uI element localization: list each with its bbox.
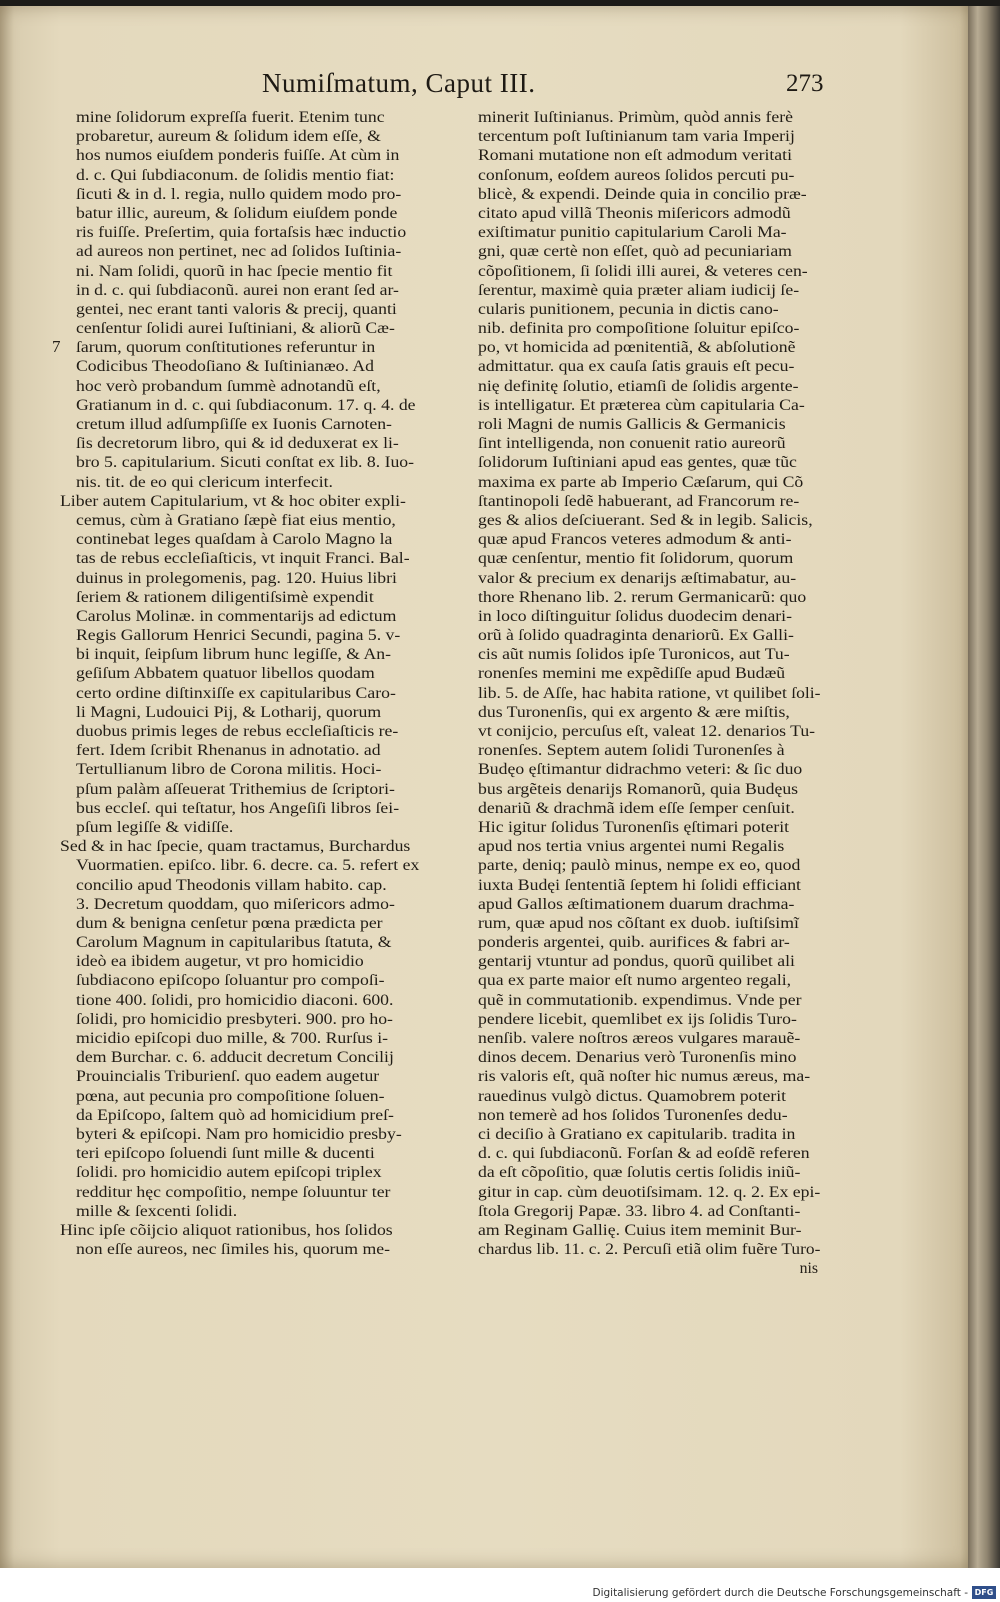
text-line: pſum palàm aſſeuerat Trithemius de ſcriptori- <box>76 780 395 798</box>
text-line: ni. Nam ſolidi, quorũ in hac ſpecie mentio fit <box>76 262 393 280</box>
text-line: ſolidi, pro homicidio presbyteri. 900. pro ho- <box>76 1010 393 1028</box>
text-line: ſis decretorum libro, qui & id deduxerat ex li- <box>76 435 399 453</box>
text-line: gentei, nec erant tanti valoris & precij, quanti <box>76 300 397 318</box>
text-line: nenſib. valere noſtros æreos vulgares marauẽ- <box>478 1030 801 1047</box>
text-line: dem Burchar. c. 6. adducit decretum Concilij <box>76 1049 394 1067</box>
dfg-logo-icon: DFG <box>972 1586 996 1599</box>
text-line: continebat leges quaſdam à Carolo Magno la <box>76 531 393 549</box>
text-line: da Epiſcopo, ſaltem quò ad homicidium preſ- <box>76 1106 394 1124</box>
text-line: ſolidi. pro homicidio autem epiſcopi triplex <box>76 1164 382 1182</box>
text-line: ges & alios deſciuerant. Sed & in legib. Salicis, <box>478 511 813 529</box>
text-line: ideò ea ibidem augetur, vt pro homicidio <box>76 953 364 971</box>
page-edge <box>968 6 1000 1568</box>
text-line: in d. c. qui ſubdiaconũ. aurei non erant ſed ar- <box>76 281 399 299</box>
text-line: gentarij vtuntur ad pondus, quorũ quilibet ali <box>478 953 795 971</box>
text-line: am Reginam Gallię. Cuius item meminit Bur- <box>478 1221 802 1239</box>
text-line: pœna, aut pecunia pro compoſitione ſoluen- <box>76 1087 385 1105</box>
text-line: maxima ex parte ab Imperio Cæſarum, qui Cõ <box>478 473 804 491</box>
text-line: blicè, & expendi. Deinde quia in concilio præ- <box>478 185 807 203</box>
text-line: geſiſum Abbatem quatuor libellos quodam <box>76 665 375 683</box>
text-line: parte, deniq; paulò minus, nempe ex eo, quod <box>478 857 801 875</box>
text-line: po, vt homicida ad pœnitentiã, & abſolutionẽ <box>478 339 796 357</box>
text-line: redditur hęc compoſitio, nempe ſoluuntur ter <box>76 1183 391 1201</box>
text-line: ſubdiacono epiſcopo ſoluantur pro compoſi- <box>76 972 385 990</box>
text-line: mine ſolidorum expreſſa fuerit. Etenim tunc <box>76 109 385 126</box>
text-line: tas de rebus eccleſiaſticis, vt inquit Franci. Bal- <box>76 550 410 568</box>
book-page <box>0 6 975 1568</box>
text-line: certo ordine diſtinxiſſe ex capitularibus Caro- <box>76 684 396 702</box>
text-line: quæ apud Francos veteres admodum & anti- <box>478 531 792 549</box>
text-line: 3. Decretum quoddam, quo miſericors admo- <box>76 895 395 913</box>
text-line: pendere licebit, quemlibet ex ijs ſolidis Turo- <box>478 1010 797 1028</box>
text-line: dus Turonenſis, qui ex argento & ære miſtis, <box>478 703 790 721</box>
text-line: qua ex parte maior eſt numo argenteo regali, <box>478 972 792 990</box>
text-line: bi inquit, ſeipſum librum hunc legiſſe, & An- <box>76 646 391 664</box>
text-line: Codicibus Theodoſiano & Iuſtinianæo. Ad <box>76 358 374 376</box>
text-line: duobus primis leges de rebus eccleſiaſticis re- <box>76 723 399 740</box>
text-line: non temerè ad hos ſolidos Turonenſes dedu- <box>478 1106 788 1124</box>
text-line: duinus in prolegomenis, pag. 120. Huius libri <box>76 569 397 587</box>
text-line: Romani mutatione non eſt admodum veritati <box>478 147 792 165</box>
text-line: ris fuiſſe. Preſertim, quia fortaſsis hæc inductio <box>76 224 407 242</box>
page-number: 273 <box>786 70 824 97</box>
catchword: nis <box>799 1260 818 1278</box>
text-line: exiſtimatur punitio capitularium Caroli Ma- <box>478 224 787 242</box>
text-line: ronenſes memini me expẽdiſſe apud Budæũ <box>478 665 786 683</box>
text-line: Prouincialis Triburienſ. quo eadem augetur <box>76 1068 380 1086</box>
text-line: ſeriem & rationem diligentiſsimè expendit <box>76 588 374 606</box>
text-line: Regis Gallorum Henrici Secundi, pagina 5. v- <box>76 627 401 645</box>
left-text-column <box>60 108 435 1259</box>
text-line: Vuormatien. epiſco. libr. 6. decre. ca. 5. refert ex <box>76 857 420 875</box>
text-line: tione 400. ſolidi, pro homicidio diaconi. 600. <box>76 991 394 1009</box>
text-line: bus eccleſ. qui teſtatur, hos Angeſiſi libros ſei- <box>76 799 400 817</box>
text-line: conſonum, eoſdem aureos ſolidos percuti pu- <box>478 166 795 184</box>
text-line: fert. Idem ſcribit Rhenanus in adnotatio. ad <box>76 742 381 760</box>
text-line: vt conijcio, percuſus eſt, valeat 12. denarios Tu- <box>478 723 816 740</box>
text-line: bus argẽteis denarijs Romanorũ, quia Budęus <box>478 780 799 798</box>
text-line: dum & benigna cenſetur pœna prædicta per <box>76 914 383 932</box>
text-line: quẽ in commutationib. expendimus. Vnde per <box>478 991 802 1009</box>
running-title: Numiſmatum, Caput III. <box>262 68 536 98</box>
text-line: ſerentur, maximè quia præter aliam iudicij ſe- <box>478 281 800 299</box>
text-line: dinos decem. Denarius verò Turonenſis mino <box>478 1049 797 1067</box>
text-line: nię definitę ſolutio, etiamſi de ſolidis argente- <box>478 377 799 395</box>
text-line: Gratianum in d. c. qui ſubdiaconum. 17. q. 4. de <box>76 396 416 414</box>
text-line: byteri & epiſcopi. Nam pro homicidio presby- <box>76 1125 402 1143</box>
text-line: cemus, cùm à Gratiano ſæpè fiat eius mentio, <box>76 511 396 529</box>
text-line: roli Magni de numis Gallicis & Germanicis <box>478 416 786 433</box>
text-line: thore Rhenano lib. 2. rerum Germanicarũ: quo <box>478 588 807 606</box>
text-line: Carolus Molinæ. in commentarijs ad edictum <box>76 607 397 625</box>
text-line: hos numos eiuſdem ponderis fuiſſe. At cùm in <box>76 147 400 165</box>
text-line: non eſſe aureos, nec ſimiles his, quorum me- <box>76 1241 390 1259</box>
text-line: apud Gallos æſtimationem duarum drachma- <box>478 895 795 913</box>
text-line: in loco diſtinguitur ſolidus duodecim denari- <box>478 607 793 625</box>
text-line: hoc verò probandum ſummè adnotandũ eſt, <box>76 377 381 395</box>
text-line: Carolum Magnum in capitularibus ſtatuta, & <box>76 934 392 952</box>
text-line: cenſentur ſolidi aurei Iuſtiniani, & aliorũ Cæ- <box>76 320 395 338</box>
page-header <box>0 68 975 108</box>
text-line: iuxta Budęi ſententiã ſeptem hi ſolidi efficiant <box>478 876 801 894</box>
text-line: concilio apud Theodonis villam habito. cap. <box>76 876 387 894</box>
text-line: denariũ & drachmã idem eſſe ſemper cenſuit. <box>478 799 795 817</box>
text-line: micidio epiſcopi duo mille, & 700. Rurſus i- <box>76 1030 389 1047</box>
text-line: ronenſes. Septem autem ſolidi Turonenſes à <box>478 742 785 760</box>
right-text-column <box>462 108 820 1278</box>
text-line: nib. definita pro compoſitione ſoluitur epiſco- <box>478 320 800 338</box>
text-line: chardus lib. 11. c. 2. Percuſi etiã olim fuẽre Turo- <box>478 1241 820 1259</box>
text-line: is intelligatur. Et præterea cùm capitularia Ca- <box>478 396 805 414</box>
text-line: cis aũt numis ſolidos ipſe Turonicos, aut Tu- <box>478 646 790 664</box>
text-line: d. c. Qui ſubdiaconum. de ſolidis mentio fiat: <box>76 166 395 184</box>
text-line: probaretur, aureum & ſolidum idem eſſe, & <box>76 128 381 146</box>
text-line: cretum illud adſumpſiſſe ex Iuonis Carnoten- <box>76 416 392 433</box>
text-line: d. c. qui ſubdiaconũ. Forſan & ad eoſdẽ referen <box>478 1145 810 1163</box>
text-line: ſarum, quorum conſtitutiones referuntur in <box>76 339 376 357</box>
text-line: gni, quæ certè non eſſet, quò ad pecuniariam <box>478 243 792 261</box>
text-line: li Magni, Ludouici Pij, & Lotharij, quorum <box>76 703 382 721</box>
text-line: valor & precium ex denarijs æſtimabatur, au- <box>478 569 797 587</box>
footer-credit: Digitalisierung gefördert durch die Deutsche Forschungsgemeinschaft - <box>592 1587 968 1599</box>
text-line: quæ cenſentur, mentio fit ſolidorum, quorum <box>478 550 794 568</box>
text-line: ponderis argentei, quib. aurifices & fabri ar- <box>478 934 790 952</box>
text-line: nis. tit. de eo qui clericum interfecit. <box>76 473 333 491</box>
text-line: cularis punitionem, pecunia in dictis cano- <box>478 300 779 318</box>
digitization-footer <box>0 1568 1000 1602</box>
text-line: Sed & in hac ſpecie, quam tractamus, Burchardus <box>60 838 411 856</box>
text-line: da eſt cõpoſitio, quæ ſolutis certis ſolidis iniũ- <box>478 1164 801 1182</box>
text-line: gitur in cap. cùm deuotiſsimam. 12. q. 2. Ex epi- <box>478 1183 820 1201</box>
text-line: teri epiſcopo ſoluendi ſunt mille & ducenti <box>76 1145 375 1163</box>
text-line: citato apud villã Theonis miſericors admodũ <box>478 204 791 222</box>
marginal-note: 7 <box>52 337 61 356</box>
text-line: Hic igitur ſolidus Turonenſis ęſtimari poterit <box>478 818 790 836</box>
text-line: rum, quæ apud nos cõſtant ex duob. iuſtiſsimĩ <box>478 914 799 932</box>
text-line: lib. 5. de Aſſe, hac habita ratione, vt quilibet ſoli- <box>478 684 820 702</box>
text-line: ris valoris eſt, quã noſter hic numus æreus, ma- <box>478 1068 811 1086</box>
text-line: mille & ſexcenti ſolidi. <box>76 1202 238 1220</box>
text-line: ſint intelligenda, non conuenit ratio aureorũ <box>478 435 786 453</box>
text-line: batur illic, aureum, & ſolidum eiuſdem ponde <box>76 204 398 222</box>
text-line: admittatur. qua ex cauſa ſatis grauis eſt pecu- <box>478 358 795 376</box>
text-line: ad aureos non pertinet, nec ad ſolidos Iuſtinia- <box>76 243 402 261</box>
text-line: ſtola Gregorij Papæ. 33. libro 4. ad Conſtanti- <box>478 1202 801 1220</box>
text-line: apud nos tertia vnius argentei numi Regalis <box>478 838 785 856</box>
text-line: bro 5. capitularium. Sicuti conſtat ex lib. 8. Iuo- <box>76 454 415 472</box>
text-line: Tertullianum libro de Corona militis. Hoci- <box>76 761 382 779</box>
text-line: ſtantinopoli ſedẽ habuerant, ad Francorum re- <box>478 492 800 510</box>
text-line: minerit Iuſtinianus. Primùm, quòd annis ferè <box>478 109 793 126</box>
text-line: Liber autem Capitularium, vt & hoc obiter expli- <box>60 492 406 510</box>
text-line: orũ à ſolido quadraginta denariorũ. Ex Galli- <box>478 627 794 645</box>
text-line: tercentum poſt Iuſtinianum tam varia Imperij <box>478 128 795 146</box>
text-line: Hinc ipſe cõijcio aliquot rationibus, hos ſolidos <box>60 1221 393 1239</box>
text-line: ſicuti & in d. l. regia, nullo quidem modo pro- <box>76 185 402 203</box>
text-line: cõpoſitionem, ſi ſolidi illi aurei, & veteres cen- <box>478 262 808 280</box>
text-line: pſum legiſſe & vidiſſe. <box>76 818 234 836</box>
text-line: rauedinus vulgò dictus. Quamobrem poterit <box>478 1087 787 1105</box>
text-line: Budęo ęſtimantur didrachmo veteri: & ſic duo <box>478 761 803 779</box>
text-line: ci deciſio à Gratiano ex capitularib. tradita in <box>478 1125 796 1143</box>
text-line: ſolidorum Iuſtiniani apud eas gentes, quæ tũc <box>478 454 797 472</box>
